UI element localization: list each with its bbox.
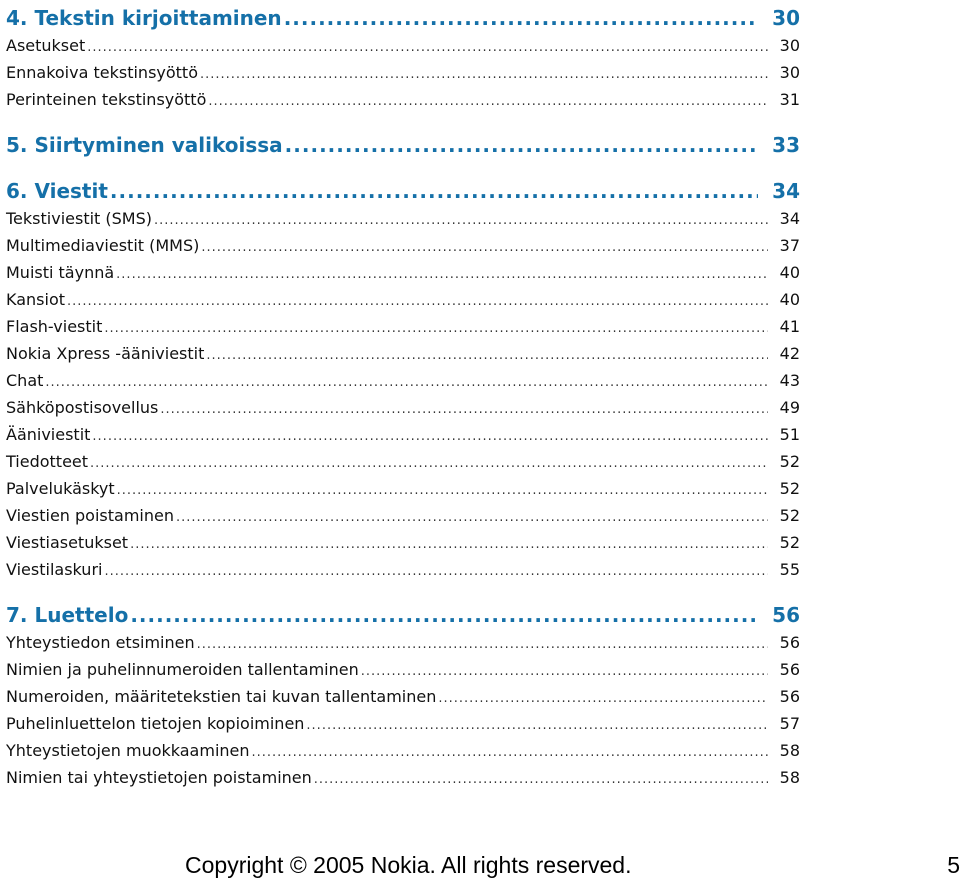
dot-leader xyxy=(87,34,768,61)
dot-leader xyxy=(117,477,768,504)
toc-section-heading[interactable] xyxy=(6,4,800,32)
section-title: 6. Viestit xyxy=(6,179,108,203)
toc-entry[interactable] xyxy=(6,59,800,86)
entry-page: 56 xyxy=(779,687,800,706)
dot-leader xyxy=(130,601,758,629)
dot-leader xyxy=(92,423,768,450)
entry-title: Puhelinluettelon tietojen kopioiminen xyxy=(6,714,305,733)
dot-leader xyxy=(130,531,768,558)
entry-title: Multimediaviestit (MMS) xyxy=(6,236,200,255)
page-number: 5 xyxy=(947,852,960,878)
dot-leader xyxy=(206,342,768,369)
section-gap xyxy=(6,159,800,177)
entry-title: Chat xyxy=(6,371,44,390)
entry-title: Tekstiviestit (SMS) xyxy=(6,209,152,228)
section-page: 33 xyxy=(772,133,800,157)
section-title: 7. Luettelo xyxy=(6,603,129,627)
entry-page: 30 xyxy=(779,63,800,82)
entry-title: Kansiot xyxy=(6,290,65,309)
entry-page: 49 xyxy=(779,398,800,417)
toc-entry[interactable] xyxy=(6,683,800,710)
entry-page: 52 xyxy=(779,452,800,471)
dot-leader xyxy=(110,177,758,205)
section-title: 4. Tekstin kirjoittaminen xyxy=(6,6,282,30)
dot-leader xyxy=(90,450,768,477)
entry-page: 56 xyxy=(779,633,800,652)
dot-leader xyxy=(284,4,758,32)
toc-section-heading[interactable] xyxy=(6,177,800,205)
dot-leader xyxy=(104,315,768,342)
dot-leader xyxy=(104,558,768,585)
dot-leader xyxy=(252,739,768,766)
table-of-contents xyxy=(6,4,800,791)
entry-page: 34 xyxy=(779,209,800,228)
section-title: 5. Siirtyminen valikoissa xyxy=(6,133,283,157)
entry-page: 40 xyxy=(779,290,800,309)
entry-title: Sähköpostisovellus xyxy=(6,398,159,417)
dot-leader xyxy=(200,61,768,88)
toc-section-heading[interactable] xyxy=(6,131,800,159)
entry-title: Tiedotteet xyxy=(6,452,89,471)
entry-page: 52 xyxy=(779,533,800,552)
entry-page: 42 xyxy=(779,344,800,363)
section-page: 34 xyxy=(772,179,800,203)
entry-title: Nimien ja puhelinnumeroiden tallentaminen xyxy=(6,660,359,679)
entry-page: 51 xyxy=(779,425,800,444)
dot-leader xyxy=(314,766,768,793)
toc-entry[interactable] xyxy=(6,656,800,683)
dot-leader xyxy=(208,88,768,115)
entry-title: Nokia Xpress -ääniviestit xyxy=(6,344,205,363)
section-gap xyxy=(6,113,800,131)
entry-page: 58 xyxy=(779,768,800,787)
entry-title: Yhteystietojen muokkaaminen xyxy=(6,741,250,760)
toc-section-heading[interactable] xyxy=(6,601,800,629)
copyright-notice: Copyright © 2005 Nokia. All rights reserved. xyxy=(185,852,632,878)
section-page: 30 xyxy=(772,6,800,30)
entry-title: Ennakoiva tekstinsyöttö xyxy=(6,63,198,82)
dot-leader xyxy=(285,131,758,159)
toc-entry[interactable] xyxy=(6,629,800,656)
toc-entry[interactable] xyxy=(6,502,800,529)
dot-leader xyxy=(176,504,768,531)
dot-leader xyxy=(438,685,768,712)
entry-page: 56 xyxy=(779,660,800,679)
dot-leader xyxy=(197,631,768,658)
toc-entry[interactable] xyxy=(6,32,800,59)
toc-entry[interactable] xyxy=(6,86,800,113)
entry-page: 41 xyxy=(779,317,800,336)
toc-entry[interactable] xyxy=(6,340,800,367)
entry-title: Nimien tai yhteystietojen poistaminen xyxy=(6,768,312,787)
entry-page: 52 xyxy=(779,479,800,498)
toc-entry[interactable] xyxy=(6,205,800,232)
dot-leader xyxy=(160,396,768,423)
dot-leader xyxy=(361,658,768,685)
toc-entry[interactable] xyxy=(6,421,800,448)
entry-title: Numeroiden, määritetekstien tai kuvan tallentaminen xyxy=(6,687,437,706)
toc-entry[interactable] xyxy=(6,286,800,313)
dot-leader xyxy=(154,207,768,234)
entry-page: 40 xyxy=(779,263,800,282)
dot-leader xyxy=(201,234,768,261)
entry-title: Asetukset xyxy=(6,36,86,55)
toc-entry[interactable] xyxy=(6,710,800,737)
toc-entry[interactable] xyxy=(6,367,800,394)
toc-entry[interactable] xyxy=(6,764,800,791)
toc-entry[interactable] xyxy=(6,448,800,475)
entry-title: Yhteystiedon etsiminen xyxy=(6,633,195,652)
dot-leader xyxy=(306,712,768,739)
entry-title: Viestilaskuri xyxy=(6,560,103,579)
entry-page: 30 xyxy=(779,36,800,55)
entry-page: 57 xyxy=(779,714,800,733)
toc-entry[interactable] xyxy=(6,259,800,286)
toc-entry[interactable] xyxy=(6,556,800,583)
entry-page: 43 xyxy=(779,371,800,390)
entry-title: Viestiasetukset xyxy=(6,533,129,552)
entry-page: 55 xyxy=(779,560,800,579)
section-page: 56 xyxy=(772,603,800,627)
entry-page: 37 xyxy=(779,236,800,255)
entry-title: Flash-viestit xyxy=(6,317,103,336)
entry-title: Viestien poistaminen xyxy=(6,506,174,525)
dot-leader xyxy=(67,288,768,315)
entry-page: 58 xyxy=(779,741,800,760)
dot-leader xyxy=(45,369,768,396)
toc-entry[interactable] xyxy=(6,737,800,764)
dot-leader xyxy=(116,261,768,288)
toc-entry[interactable] xyxy=(6,313,800,340)
entry-page: 52 xyxy=(779,506,800,525)
toc-entry[interactable] xyxy=(6,232,800,259)
entry-title: Muisti täynnä xyxy=(6,263,115,282)
entry-page: 31 xyxy=(779,90,800,109)
toc-entry[interactable] xyxy=(6,394,800,421)
entry-title: Palvelukäskyt xyxy=(6,479,115,498)
toc-entry[interactable] xyxy=(6,475,800,502)
toc-entry[interactable] xyxy=(6,529,800,556)
section-gap xyxy=(6,583,800,601)
entry-title: Perinteinen tekstinsyöttö xyxy=(6,90,207,109)
entry-title: Ääniviestit xyxy=(6,425,91,444)
